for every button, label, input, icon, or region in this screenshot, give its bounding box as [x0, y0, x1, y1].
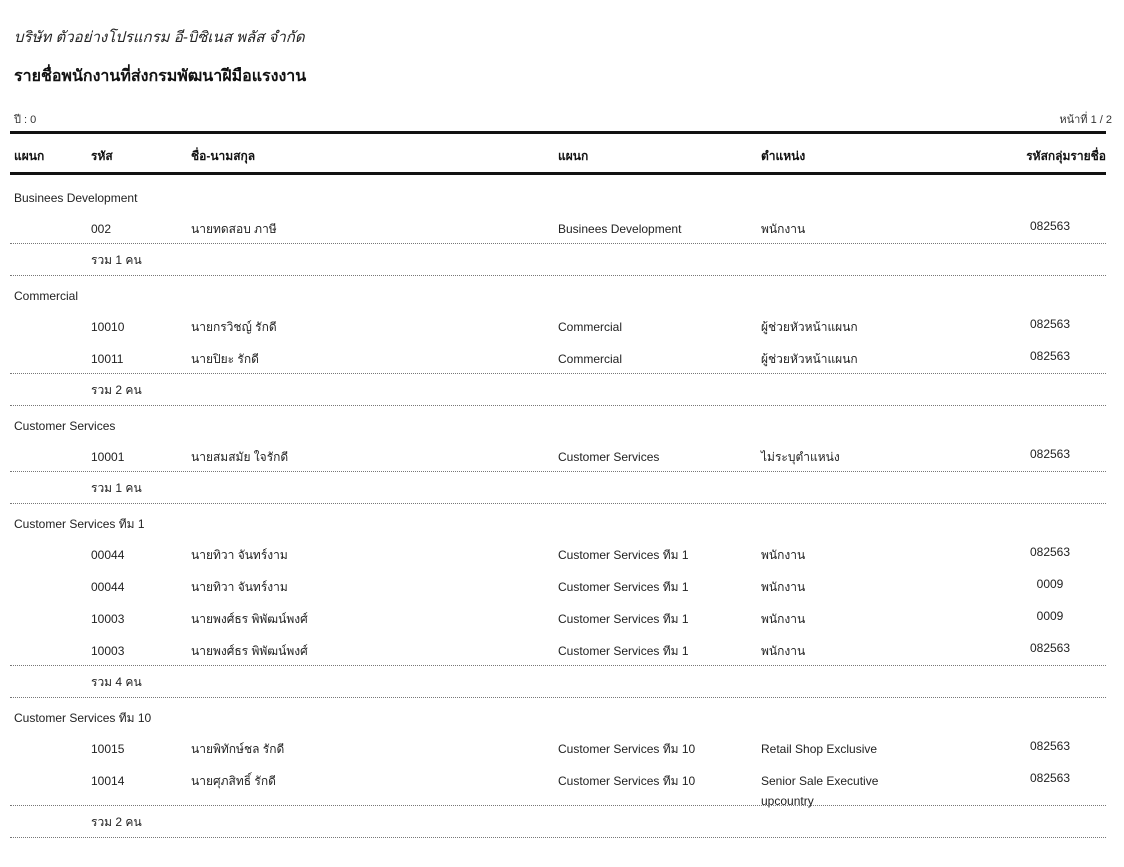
row-name: นายปิยะ รักดี	[191, 352, 259, 366]
year-label: ปี : 0	[14, 114, 37, 126]
row-name: นายกรวิชญ์ รักดี	[191, 320, 277, 334]
col-header-group-code: รหัสกลุ่มรายชื่อ	[1026, 149, 1106, 163]
row-code: 10014	[91, 774, 125, 788]
row-name: นายพงศ์ธร พิพัฒน์พงศ์	[191, 644, 308, 658]
row-separator	[10, 373, 1106, 374]
row-position: พนักงาน	[761, 222, 806, 236]
group-total: รวม 2 คน	[91, 383, 142, 397]
row-position: Retail Shop Exclusive	[761, 742, 878, 756]
row-separator	[10, 805, 1106, 806]
row-group-code: 082563	[1029, 739, 1071, 753]
company-name: บริษัท ตัวอย่างโปรแกรม อี-บิซิเนส พลัส จำกัด	[14, 29, 305, 46]
row-code: 00044	[91, 548, 125, 562]
row-position: ไม่ระบุตำแหน่ง	[761, 450, 840, 464]
row-position: พนักงาน	[761, 612, 806, 626]
row-separator	[10, 275, 1106, 276]
row-group-code: 082563	[1029, 545, 1071, 559]
row-code: 002	[91, 222, 112, 236]
row-group-code: 082563	[1029, 219, 1071, 233]
row-dept: Customer Services ทีม 1	[558, 612, 689, 626]
page-number: หน้าที่ 1 / 2	[1059, 114, 1112, 126]
row-position: ผู้ช่วยหัวหน้าแผนก	[761, 352, 858, 366]
group-total: รวม 4 คน	[91, 675, 142, 689]
row-dept: Customer Services	[558, 450, 660, 464]
row-dept: Businees Development	[558, 222, 682, 236]
row-dept: Customer Services ทีม 1	[558, 580, 689, 594]
row-code: 00044	[91, 580, 125, 594]
row-position: พนักงาน	[761, 580, 806, 594]
group-header: Customer Services ทีม 1	[14, 517, 145, 531]
row-dept: Customer Services ทีม 1	[558, 548, 689, 562]
row-name: นายพงศ์ธร พิพัฒน์พงศ์	[191, 612, 308, 626]
row-separator	[10, 243, 1106, 244]
col-header-code: รหัส	[91, 149, 113, 163]
row-name: นายทิวา จันทร์งาม	[191, 548, 288, 562]
row-name: นายพิทักษ์ชล รักดี	[191, 742, 285, 756]
row-group-code: 082563	[1029, 641, 1071, 655]
row-separator	[10, 471, 1106, 472]
row-dept: Commercial	[558, 352, 623, 366]
group-header: Customer Services	[14, 419, 116, 433]
row-position: Senior Sale Executive	[761, 774, 879, 788]
group-header: Commercial	[14, 289, 79, 303]
row-separator	[10, 405, 1106, 406]
row-position: พนักงาน	[761, 548, 806, 562]
row-dept: Customer Services ทีม 10	[558, 774, 696, 788]
row-code: 10001	[91, 450, 125, 464]
row-group-code: 082563	[1029, 317, 1071, 331]
row-group-code: 082563	[1029, 447, 1071, 461]
row-position: upcountry	[761, 794, 814, 808]
group-header: Businees Development	[14, 191, 138, 205]
report-title: รายชื่อพนักงานที่ส่งกรมพัฒนาฝีมือแรงงาน	[14, 68, 307, 85]
row-code: 10010	[91, 320, 125, 334]
col-header-name: ชื่อ-นามสกุล	[191, 149, 256, 163]
row-separator	[10, 697, 1106, 698]
row-position: พนักงาน	[761, 644, 806, 658]
col-header-dept: แผนก	[14, 149, 45, 163]
row-group-code: 082563	[1029, 349, 1071, 363]
row-dept: Customer Services ทีม 1	[558, 644, 689, 658]
row-code: 10011	[91, 352, 124, 366]
row-position: ผู้ช่วยหัวหน้าแผนก	[761, 320, 858, 334]
group-header: Customer Services ทีม 10	[14, 711, 152, 725]
row-code: 10003	[91, 644, 125, 658]
row-separator	[10, 837, 1106, 838]
row-dept: Commercial	[558, 320, 623, 334]
row-name: นายสมสมัย ใจรักดี	[191, 450, 289, 464]
group-total: รวม 1 คน	[91, 481, 142, 495]
row-code: 10015	[91, 742, 125, 756]
row-dept: Customer Services ทีม 10	[558, 742, 696, 756]
row-group-code: 0009	[1036, 577, 1064, 591]
row-code: 10003	[91, 612, 125, 626]
row-separator	[10, 665, 1106, 666]
col-header-dept2: แผนก	[558, 149, 589, 163]
col-header-position: ตำแหน่ง	[761, 149, 806, 163]
row-group-code: 082563	[1029, 771, 1071, 785]
row-name: นายศุภสิทธิ์ รักดี	[191, 774, 276, 788]
group-total: รวม 2 คน	[91, 815, 142, 829]
group-total: รวม 1 คน	[91, 253, 142, 267]
row-name: นายทิวา จันทร์งาม	[191, 580, 288, 594]
row-name: นายทดสอบ ภาษี	[191, 222, 277, 236]
row-separator	[10, 503, 1106, 504]
row-group-code: 0009	[1036, 609, 1064, 623]
